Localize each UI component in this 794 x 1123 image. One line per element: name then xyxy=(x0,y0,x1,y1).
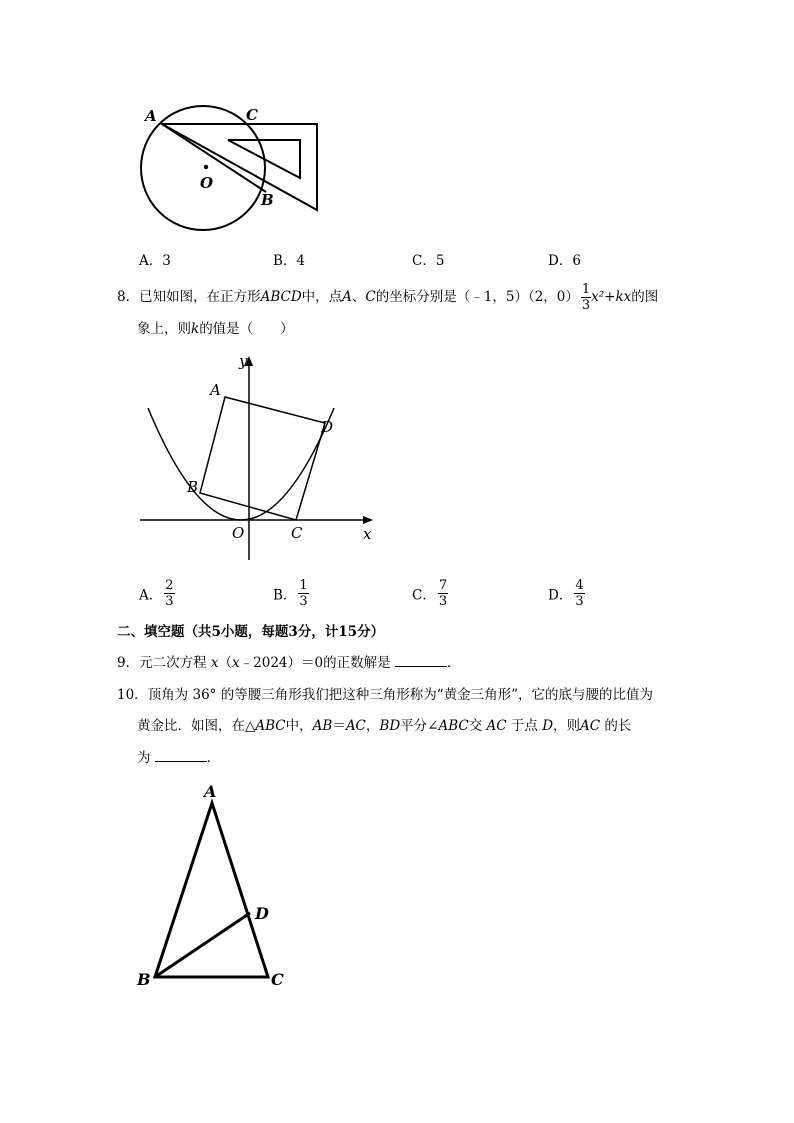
q8-option-d: D． $\frac{4}{3}$ xyxy=(548,578,584,609)
label-c: C xyxy=(246,106,258,124)
q7-option-b: B．4 xyxy=(273,253,306,269)
q7-option-a: A．3 xyxy=(139,253,171,269)
label-y: y xyxy=(239,352,248,370)
q10-answer-blank[interactable] xyxy=(155,749,207,762)
label-o: O xyxy=(200,174,214,192)
label-a: A xyxy=(210,381,221,399)
q8-fraction: $\frac{1}{3}$ xyxy=(581,282,591,313)
q10-stem-line2: 黄金比．如图，在△ABC中，AB＝AC，BD平分∠ABC交 AC 于点 D，则AC 的长 xyxy=(137,718,632,734)
center-dot xyxy=(204,165,208,169)
x-arrow xyxy=(363,516,373,524)
q9-answer-blank[interactable] xyxy=(395,654,447,667)
section-heading-fill-in: 二、填空题（共5小题，每题3分，计15分） xyxy=(117,624,385,640)
q8-stem-line2: 象上，则k的值是（ ） xyxy=(137,321,294,337)
q8-option-a: A． $\frac{2}{3}$ xyxy=(139,578,174,609)
label-c: C xyxy=(291,524,303,542)
label-d: D xyxy=(255,904,269,923)
label-b: B xyxy=(137,970,151,989)
q9-stem: 9．元二次方程 x（x﹣2024）＝0的正数解是 ． xyxy=(117,655,461,671)
figure-q7-circle-set-square xyxy=(140,100,340,235)
figure-q10-golden-triangle xyxy=(130,778,300,993)
figure-q8-square-parabola xyxy=(135,350,380,565)
q8-stem-line1: 8．已知如图，在正方形ABCD中，点A、C的坐标分别是（﹣1，5）（2，0） $\frac{1}{3}$ x²+kx的图 xyxy=(117,282,659,313)
set-square-outer xyxy=(162,124,317,210)
label-x: x xyxy=(363,525,372,543)
q8-option-c: C． $\frac{7}{3}$ xyxy=(412,578,448,609)
q10-stem-line3: 为 ． xyxy=(137,750,221,766)
label-b: B xyxy=(187,478,199,496)
label-c: C xyxy=(271,970,284,989)
label-o: O xyxy=(232,524,245,542)
label-a: A xyxy=(145,107,157,125)
label-b: B xyxy=(261,191,274,209)
parabola xyxy=(148,408,334,520)
q10-stem-line1: 10．顶角为 36° 的等腰三角形我们把这种三角形称为“黄金三角形”，它的底与腰的比值为 xyxy=(117,687,654,703)
q7-option-c: C．5 xyxy=(412,253,445,269)
triangle-abc xyxy=(155,803,268,977)
q8-option-b: B． $\frac{1}{3}$ xyxy=(273,578,308,609)
label-d: D xyxy=(321,418,334,436)
chord-ab xyxy=(162,124,266,192)
segment-bd xyxy=(155,913,250,977)
q7-option-d: D．6 xyxy=(548,253,581,269)
square-abcd xyxy=(200,397,325,520)
label-a: A xyxy=(204,782,217,801)
